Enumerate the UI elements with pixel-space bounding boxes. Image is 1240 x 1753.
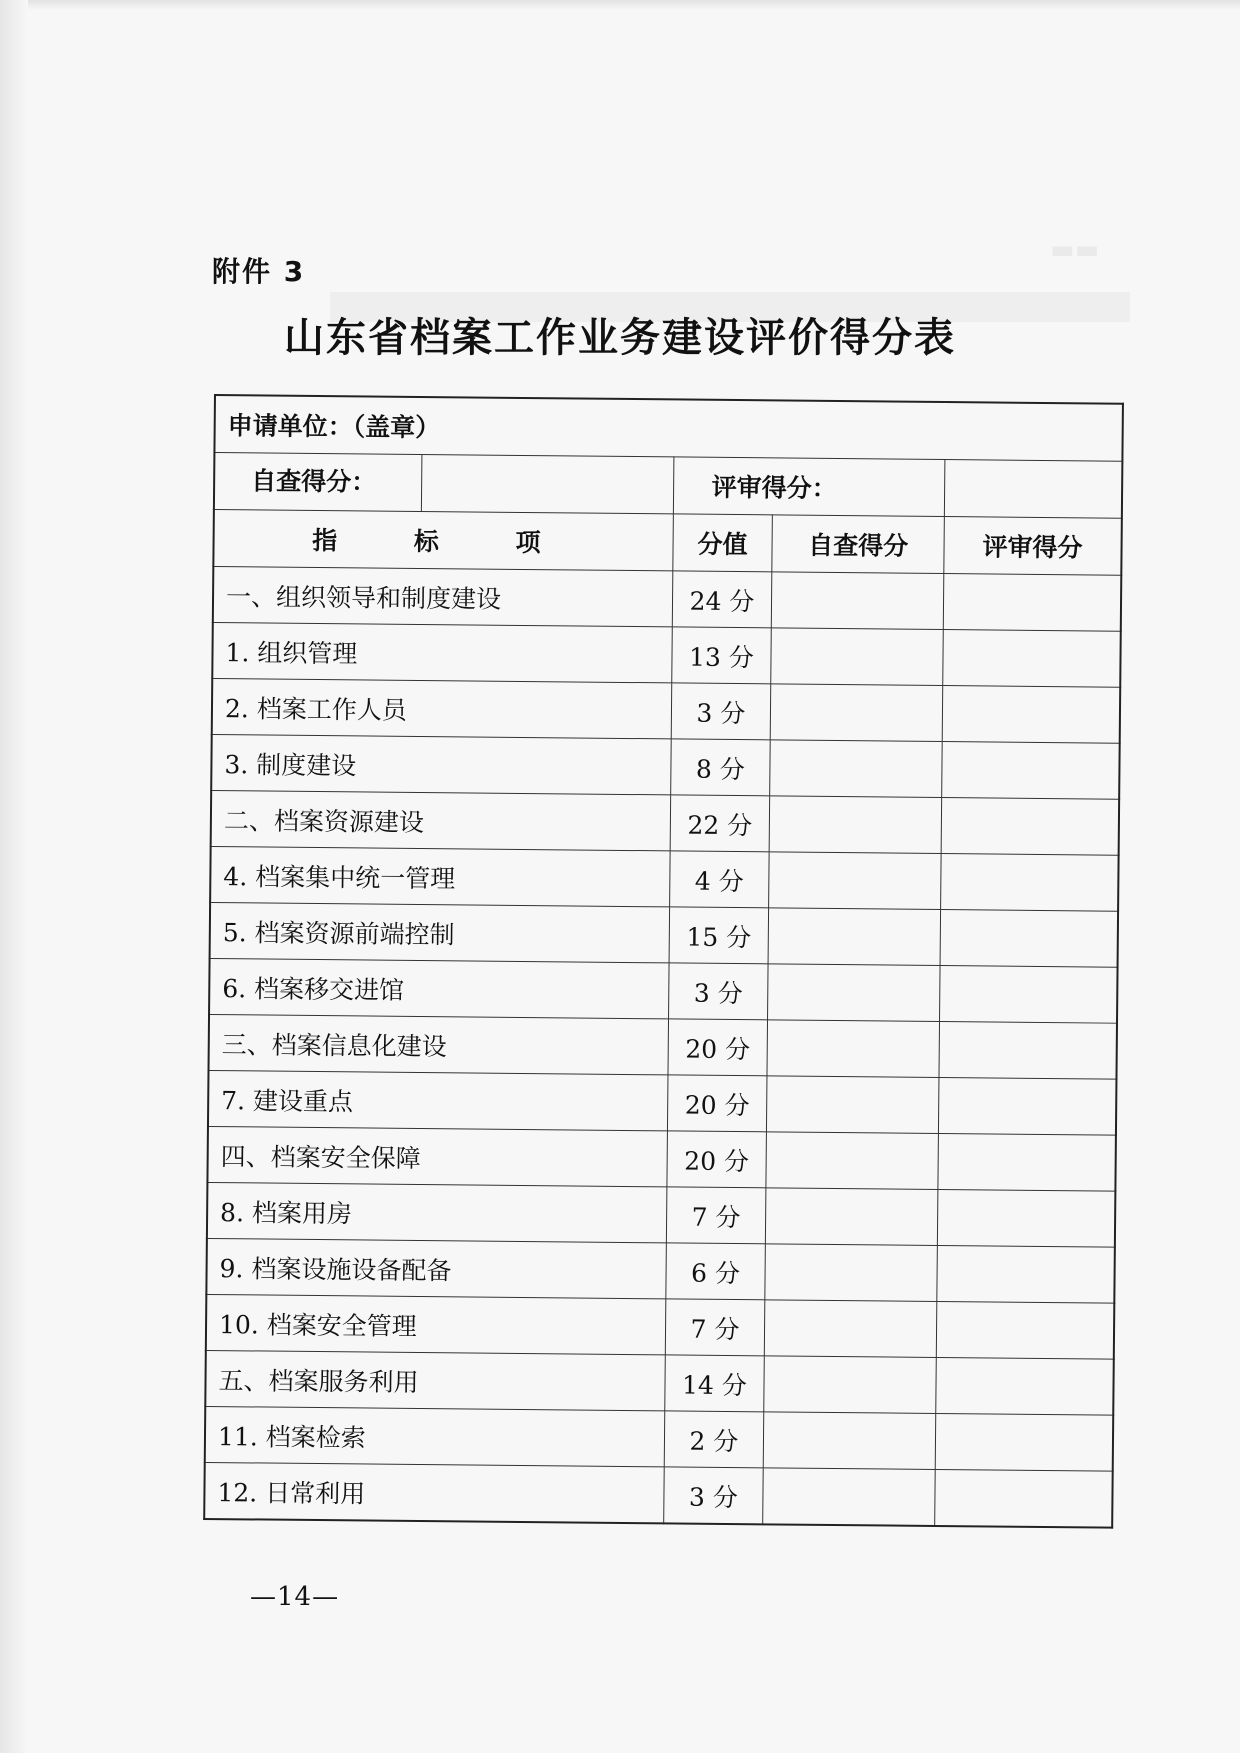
table-row xyxy=(211,734,1119,799)
review-score-cell[interactable] xyxy=(943,574,1121,632)
review-score-cell[interactable] xyxy=(939,965,1117,1023)
indicator-value: 7 分 xyxy=(666,1187,766,1244)
table-row xyxy=(209,958,1117,1023)
self-check-score-cell[interactable] xyxy=(214,453,674,514)
review-score-cell[interactable] xyxy=(943,630,1121,688)
page-edge-left xyxy=(0,0,28,1753)
self-score-cell[interactable] xyxy=(763,1468,935,1526)
indicator-item: 五、档案服务利用 xyxy=(205,1350,665,1410)
review-score-cell[interactable] xyxy=(935,1469,1113,1527)
review-score-value[interactable] xyxy=(944,460,1122,519)
self-score-cell[interactable] xyxy=(770,796,942,854)
header-self-score: 自查得分 xyxy=(772,515,944,574)
indicator-item: 四、档案安全保障 xyxy=(207,1126,667,1186)
indicator-item: 12. 日常利用 xyxy=(204,1462,664,1523)
table-row xyxy=(206,1238,1114,1303)
self-check-score-label: 自查得分： xyxy=(215,453,423,511)
table-row xyxy=(212,622,1120,687)
self-score-cell[interactable] xyxy=(765,1300,937,1358)
review-score-cell[interactable] xyxy=(941,854,1119,912)
indicator-item: 一、组织领导和制度建设 xyxy=(213,567,673,627)
score-summary-row xyxy=(214,453,1123,519)
bleed-through: ▬▬ xyxy=(1050,235,1100,265)
attachment-label: 附件 3 xyxy=(212,255,306,288)
indicator-item: 9. 档案设施设备配备 xyxy=(206,1238,666,1298)
score-table xyxy=(203,394,1124,1529)
review-score-label: 评审得分： xyxy=(711,472,837,503)
indicator-value: 2 分 xyxy=(664,1411,764,1468)
indicator-item: 1. 组织管理 xyxy=(212,622,672,682)
document-title: 山东省档案工作业务建设评价得分表 xyxy=(284,315,956,361)
indicator-value: 3 分 xyxy=(668,963,768,1020)
table-row xyxy=(207,1182,1115,1247)
self-score-cell[interactable] xyxy=(765,1244,937,1302)
table-row xyxy=(213,567,1121,632)
review-score-label-cell xyxy=(673,457,945,517)
indicator-value: 15 分 xyxy=(669,907,769,964)
self-check-score-value xyxy=(422,483,673,485)
review-score-cell[interactable] xyxy=(938,1077,1116,1135)
self-score-cell[interactable] xyxy=(772,572,944,630)
indicator-item: 8. 档案用房 xyxy=(207,1182,667,1242)
self-score-cell[interactable] xyxy=(767,1076,939,1134)
header-item: 指 标 项 xyxy=(213,510,673,571)
indicator-value: 6 分 xyxy=(665,1243,765,1300)
page-number: —14— xyxy=(250,1582,340,1612)
indicator-item: 三、档案信息化建设 xyxy=(209,1014,669,1074)
indicator-value: 7 分 xyxy=(665,1299,765,1356)
header-value: 分值 xyxy=(672,514,772,572)
header-review-score: 评审得分 xyxy=(944,517,1122,576)
indicator-item: 10. 档案安全管理 xyxy=(206,1294,666,1354)
indicator-item: 11. 档案检索 xyxy=(205,1406,665,1466)
page-edge xyxy=(0,0,1240,10)
table-row xyxy=(210,846,1118,911)
review-score-cell[interactable] xyxy=(939,1021,1117,1079)
indicator-item: 4. 档案集中统一管理 xyxy=(210,846,670,906)
table-row xyxy=(210,902,1118,967)
review-score-cell[interactable] xyxy=(935,1413,1113,1471)
indicator-value: 4 分 xyxy=(669,851,769,908)
indicator-value: 22 分 xyxy=(670,795,770,852)
indicator-item: 7. 建设重点 xyxy=(208,1070,668,1130)
indicator-value: 13 分 xyxy=(671,627,771,684)
indicator-item: 3. 制度建设 xyxy=(211,734,671,794)
review-score-cell[interactable] xyxy=(938,1133,1116,1191)
self-score-cell[interactable] xyxy=(764,1356,936,1414)
self-score-cell[interactable] xyxy=(766,1132,938,1190)
table-row xyxy=(205,1350,1113,1415)
table-row xyxy=(204,1462,1113,1527)
review-score-cell[interactable] xyxy=(942,686,1120,744)
table-row xyxy=(205,1406,1113,1471)
applicant-row xyxy=(214,395,1123,461)
review-score-cell[interactable] xyxy=(940,909,1118,967)
indicator-item: 二、档案资源建设 xyxy=(211,790,671,850)
table-row xyxy=(209,1014,1117,1079)
review-score-cell[interactable] xyxy=(942,742,1120,800)
self-score-cell[interactable] xyxy=(771,684,943,742)
table-header-row xyxy=(213,510,1122,576)
indicator-item: 5. 档案资源前端控制 xyxy=(210,902,670,962)
indicator-value: 20 分 xyxy=(666,1131,766,1188)
table-row xyxy=(207,1126,1115,1191)
table-row xyxy=(211,790,1119,855)
indicator-item: 2. 档案工作人员 xyxy=(212,678,672,738)
indicator-item: 6. 档案移交进馆 xyxy=(209,958,669,1018)
indicator-value: 14 分 xyxy=(664,1355,764,1412)
self-score-cell[interactable] xyxy=(767,1020,939,1078)
indicator-value: 8 分 xyxy=(670,739,770,796)
self-score-cell[interactable] xyxy=(771,628,943,686)
review-score-cell[interactable] xyxy=(937,1189,1115,1247)
applicant-label: 申请单位：（盖章） xyxy=(214,395,1123,461)
self-score-cell[interactable] xyxy=(766,1188,938,1246)
self-score-cell[interactable] xyxy=(764,1412,936,1470)
self-score-cell[interactable] xyxy=(768,908,940,966)
indicator-value: 3 分 xyxy=(671,683,771,740)
review-score-cell[interactable] xyxy=(937,1245,1115,1303)
self-score-cell[interactable] xyxy=(768,964,940,1022)
self-score-cell[interactable] xyxy=(769,852,941,910)
indicator-value: 20 分 xyxy=(667,1075,767,1132)
indicator-value: 20 分 xyxy=(668,1019,768,1076)
indicator-value: 24 分 xyxy=(672,571,772,628)
indicator-value: 3 分 xyxy=(663,1467,763,1524)
table-row xyxy=(208,1070,1116,1135)
review-score-cell[interactable] xyxy=(941,798,1119,856)
review-score-cell[interactable] xyxy=(936,1301,1114,1359)
review-score-cell[interactable] xyxy=(936,1357,1114,1415)
self-score-cell[interactable] xyxy=(770,740,942,798)
table-row xyxy=(212,678,1120,743)
table-row xyxy=(206,1294,1114,1359)
